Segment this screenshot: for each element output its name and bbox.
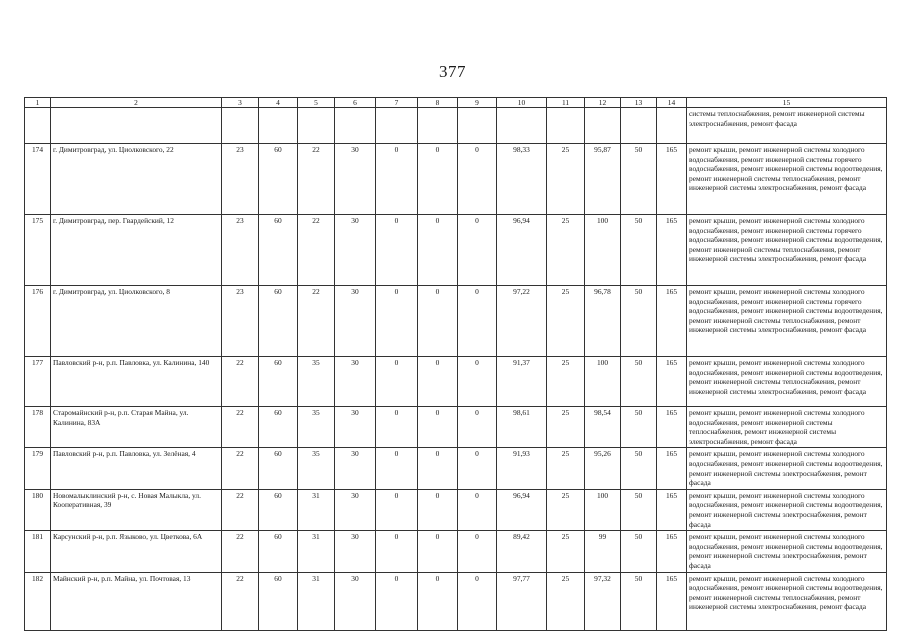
value-cell: 22 xyxy=(298,215,335,286)
value-cell: 31 xyxy=(298,572,335,630)
cell xyxy=(335,108,376,144)
cell xyxy=(298,108,335,144)
value-cell: 50 xyxy=(621,531,657,572)
cell xyxy=(25,108,51,144)
table-row xyxy=(25,286,887,357)
value-cell: 25 xyxy=(547,572,585,630)
value-cell: 0 xyxy=(458,572,497,630)
works-cell: ремонт крыши, ремонт инженерной системы холодного водоснабжения, ремонт инженерной системы водоотведения, ремонт инженерной системы электроснабжения, ремонт фасада xyxy=(687,489,887,530)
value-cell: 0 xyxy=(376,448,418,489)
table-row xyxy=(25,407,887,448)
value-cell: 25 xyxy=(547,286,585,357)
column-number-cell: 15 xyxy=(687,98,887,108)
value-cell: 50 xyxy=(621,448,657,489)
value-cell: 96,78 xyxy=(585,286,621,357)
value-cell: 100 xyxy=(585,489,621,530)
value-cell: 60 xyxy=(259,531,298,572)
cell xyxy=(458,108,497,144)
address-cell: г. Димитровград, ул. Циолковского, 22 xyxy=(51,144,222,215)
value-cell: 50 xyxy=(621,215,657,286)
column-number-cell: 6 xyxy=(335,98,376,108)
address-cell: Павловский р-н, р.п. Павловка, ул. Зелёная, 4 xyxy=(51,448,222,489)
value-cell: 165 xyxy=(657,489,687,530)
value-cell: 25 xyxy=(547,489,585,530)
value-cell: 165 xyxy=(657,407,687,448)
value-cell: 0 xyxy=(458,531,497,572)
value-cell: 91,37 xyxy=(497,357,547,407)
value-cell: 98,61 xyxy=(497,407,547,448)
value-cell: 0 xyxy=(376,144,418,215)
works-cell: ремонт крыши, ремонт инженерной системы холодного водоснабжения, ремонт инженерной системы горячего водоснабжения, ремонт инженерной системы водоотведения, ремонт инженерной системы теплоснабжения, ремонт инженерной системы электроснабжения, ремонт фасада xyxy=(687,215,887,286)
value-cell: 0 xyxy=(458,286,497,357)
value-cell: 0 xyxy=(418,407,458,448)
value-cell: 165 xyxy=(657,144,687,215)
value-cell: 22 xyxy=(222,407,259,448)
column-number-cell: 14 xyxy=(657,98,687,108)
page-number: 377 xyxy=(439,62,466,81)
value-cell: 0 xyxy=(418,144,458,215)
address-cell: г. Димитровград, пер. Гвардейский, 12 xyxy=(51,215,222,286)
value-cell: 0 xyxy=(458,489,497,530)
column-number-cell: 5 xyxy=(298,98,335,108)
column-number-row xyxy=(25,98,887,108)
value-cell: 165 xyxy=(657,531,687,572)
value-cell: 50 xyxy=(621,286,657,357)
value-cell: 0 xyxy=(418,572,458,630)
value-cell: 35 xyxy=(298,357,335,407)
value-cell: 0 xyxy=(418,531,458,572)
value-cell: 50 xyxy=(621,489,657,530)
value-cell: 97,77 xyxy=(497,572,547,630)
table-row xyxy=(25,572,887,630)
value-cell: 165 xyxy=(657,215,687,286)
value-cell: 22 xyxy=(222,572,259,630)
value-cell: 23 xyxy=(222,215,259,286)
row-number-cell: 178 xyxy=(25,407,51,448)
value-cell: 22 xyxy=(222,357,259,407)
value-cell: 165 xyxy=(657,448,687,489)
cell xyxy=(497,108,547,144)
works-cell: ремонт крыши, ремонт инженерной системы холодного водоснабжения, ремонт инженерной системы горячего водоснабжения, ремонт инженерной системы водоотведения, ремонт инженерной системы теплоснабжения, ремонт инженерной системы электроснабжения, ремонт фасада xyxy=(687,286,887,357)
value-cell: 0 xyxy=(458,144,497,215)
value-cell: 97,32 xyxy=(585,572,621,630)
repair-program-table xyxy=(24,97,887,631)
value-cell: 31 xyxy=(298,489,335,530)
value-cell: 0 xyxy=(376,572,418,630)
works-cell: ремонт крыши, ремонт инженерной системы холодного водоснабжения, ремонт инженерной системы водоотведения, ремонт инженерной системы электроснабжения, ремонт фасада xyxy=(687,448,887,489)
value-cell: 60 xyxy=(259,357,298,407)
value-cell: 60 xyxy=(259,144,298,215)
value-cell: 30 xyxy=(335,215,376,286)
table-row xyxy=(25,489,887,530)
value-cell: 30 xyxy=(335,357,376,407)
row-number-cell: 179 xyxy=(25,448,51,489)
value-cell: 60 xyxy=(259,572,298,630)
value-cell: 35 xyxy=(298,407,335,448)
column-number-cell: 13 xyxy=(621,98,657,108)
value-cell: 165 xyxy=(657,572,687,630)
value-cell: 0 xyxy=(418,448,458,489)
column-number-cell: 3 xyxy=(222,98,259,108)
value-cell: 22 xyxy=(298,286,335,357)
value-cell: 60 xyxy=(259,286,298,357)
value-cell: 95,87 xyxy=(585,144,621,215)
value-cell: 0 xyxy=(376,215,418,286)
value-cell: 50 xyxy=(621,357,657,407)
table-row xyxy=(25,531,887,572)
value-cell: 0 xyxy=(418,215,458,286)
value-cell: 0 xyxy=(458,448,497,489)
row-number-cell: 181 xyxy=(25,531,51,572)
cell xyxy=(259,108,298,144)
value-cell: 96,94 xyxy=(497,489,547,530)
column-number-cell: 2 xyxy=(51,98,222,108)
cell xyxy=(621,108,657,144)
value-cell: 50 xyxy=(621,572,657,630)
value-cell: 60 xyxy=(259,448,298,489)
value-cell: 25 xyxy=(547,215,585,286)
value-cell: 30 xyxy=(335,572,376,630)
continuation-works-cell: системы теплоснабжения, ремонт инженерной системы электроснабжения, ремонт фасада xyxy=(687,108,887,144)
value-cell: 25 xyxy=(547,448,585,489)
value-cell: 0 xyxy=(458,215,497,286)
column-number-cell: 8 xyxy=(418,98,458,108)
value-cell: 0 xyxy=(458,357,497,407)
works-cell: ремонт крыши, ремонт инженерной системы холодного водоснабжения, ремонт инженерной системы водоотведения, ремонт инженерной системы теплоснабжения, ремонт инженерной системы электроснабжения, ремонт фасада xyxy=(687,357,887,407)
value-cell: 30 xyxy=(335,448,376,489)
value-cell: 35 xyxy=(298,448,335,489)
value-cell: 100 xyxy=(585,357,621,407)
cell xyxy=(657,108,687,144)
address-cell: Новомалыклинский р-н, с. Новая Малыкла, ул. Кооперативная, 39 xyxy=(51,489,222,530)
value-cell: 0 xyxy=(458,407,497,448)
column-number-cell: 11 xyxy=(547,98,585,108)
value-cell: 30 xyxy=(335,489,376,530)
value-cell: 89,42 xyxy=(497,531,547,572)
value-cell: 23 xyxy=(222,286,259,357)
value-cell: 22 xyxy=(298,144,335,215)
value-cell: 23 xyxy=(222,144,259,215)
row-number-cell: 177 xyxy=(25,357,51,407)
row-number-cell: 176 xyxy=(25,286,51,357)
row-number-cell: 175 xyxy=(25,215,51,286)
column-number-cell: 9 xyxy=(458,98,497,108)
value-cell: 100 xyxy=(585,215,621,286)
column-number-cell: 10 xyxy=(497,98,547,108)
value-cell: 0 xyxy=(418,489,458,530)
value-cell: 25 xyxy=(547,144,585,215)
value-cell: 50 xyxy=(621,144,657,215)
value-cell: 30 xyxy=(335,531,376,572)
table-row xyxy=(25,448,887,489)
value-cell: 30 xyxy=(335,407,376,448)
value-cell: 0 xyxy=(376,531,418,572)
value-cell: 22 xyxy=(222,489,259,530)
value-cell: 60 xyxy=(259,489,298,530)
row-number-cell: 180 xyxy=(25,489,51,530)
value-cell: 165 xyxy=(657,286,687,357)
value-cell: 165 xyxy=(657,357,687,407)
value-cell: 0 xyxy=(418,357,458,407)
value-cell: 0 xyxy=(376,407,418,448)
value-cell: 96,94 xyxy=(497,215,547,286)
value-cell: 31 xyxy=(298,531,335,572)
value-cell: 22 xyxy=(222,448,259,489)
value-cell: 0 xyxy=(376,357,418,407)
value-cell: 98,54 xyxy=(585,407,621,448)
row-number-cell: 182 xyxy=(25,572,51,630)
value-cell: 22 xyxy=(222,531,259,572)
value-cell: 50 xyxy=(621,407,657,448)
value-cell: 0 xyxy=(376,489,418,530)
value-cell: 60 xyxy=(259,215,298,286)
value-cell: 25 xyxy=(547,357,585,407)
value-cell: 98,33 xyxy=(497,144,547,215)
value-cell: 25 xyxy=(547,531,585,572)
table-body xyxy=(25,98,887,631)
address-cell: Карсунский р-н, р.п. Языково, ул. Цветкова, 6А xyxy=(51,531,222,572)
table-row xyxy=(25,144,887,215)
address-cell: Старомайнский р-н, р.п. Старая Майна, ул. Калинина, 83А xyxy=(51,407,222,448)
cell xyxy=(585,108,621,144)
value-cell: 30 xyxy=(335,144,376,215)
value-cell: 30 xyxy=(335,286,376,357)
value-cell: 91,93 xyxy=(497,448,547,489)
cell xyxy=(418,108,458,144)
cell xyxy=(51,108,222,144)
value-cell: 0 xyxy=(418,286,458,357)
value-cell: 99 xyxy=(585,531,621,572)
works-cell: ремонт крыши, ремонт инженерной системы холодного водоснабжения, ремонт инженерной системы водоотведения, ремонт инженерной системы теплоснабжения, ремонт инженерной системы электроснабжения, ремонт фасада xyxy=(687,572,887,630)
cell xyxy=(222,108,259,144)
works-cell: ремонт крыши, ремонт инженерной системы холодного водоснабжения, ремонт инженерной системы теплоснабжения, ремонт инженерной системы электроснабжения, ремонт фасада xyxy=(687,407,887,448)
value-cell: 60 xyxy=(259,407,298,448)
table-row xyxy=(25,215,887,286)
column-number-cell: 12 xyxy=(585,98,621,108)
value-cell: 95,26 xyxy=(585,448,621,489)
cell xyxy=(376,108,418,144)
works-cell: ремонт крыши, ремонт инженерной системы холодного водоснабжения, ремонт инженерной системы горячего водоснабжения, ремонт инженерной системы водоотведения, ремонт инженерной системы теплоснабжения, ремонт инженерной системы электроснабжения, ремонт фасада xyxy=(687,144,887,215)
address-cell: г. Димитровград, ул. Циолковского, 8 xyxy=(51,286,222,357)
address-cell: Майнский р-н, р.п. Майна, ул. Почтовая, 13 xyxy=(51,572,222,630)
address-cell: Павловский р-н, р.п. Павловка, ул. Калинина, 140 xyxy=(51,357,222,407)
value-cell: 0 xyxy=(376,286,418,357)
works-cell: ремонт крыши, ремонт инженерной системы холодного водоснабжения, ремонт инженерной системы водоотведения, ремонт инженерной системы электроснабжения, ремонт фасада xyxy=(687,531,887,572)
row-number-cell: 174 xyxy=(25,144,51,215)
column-number-cell: 1 xyxy=(25,98,51,108)
column-number-cell: 4 xyxy=(259,98,298,108)
value-cell: 97,22 xyxy=(497,286,547,357)
value-cell: 25 xyxy=(547,407,585,448)
column-number-cell: 7 xyxy=(376,98,418,108)
cell xyxy=(547,108,585,144)
continuation-row xyxy=(25,108,887,144)
table-row xyxy=(25,357,887,407)
